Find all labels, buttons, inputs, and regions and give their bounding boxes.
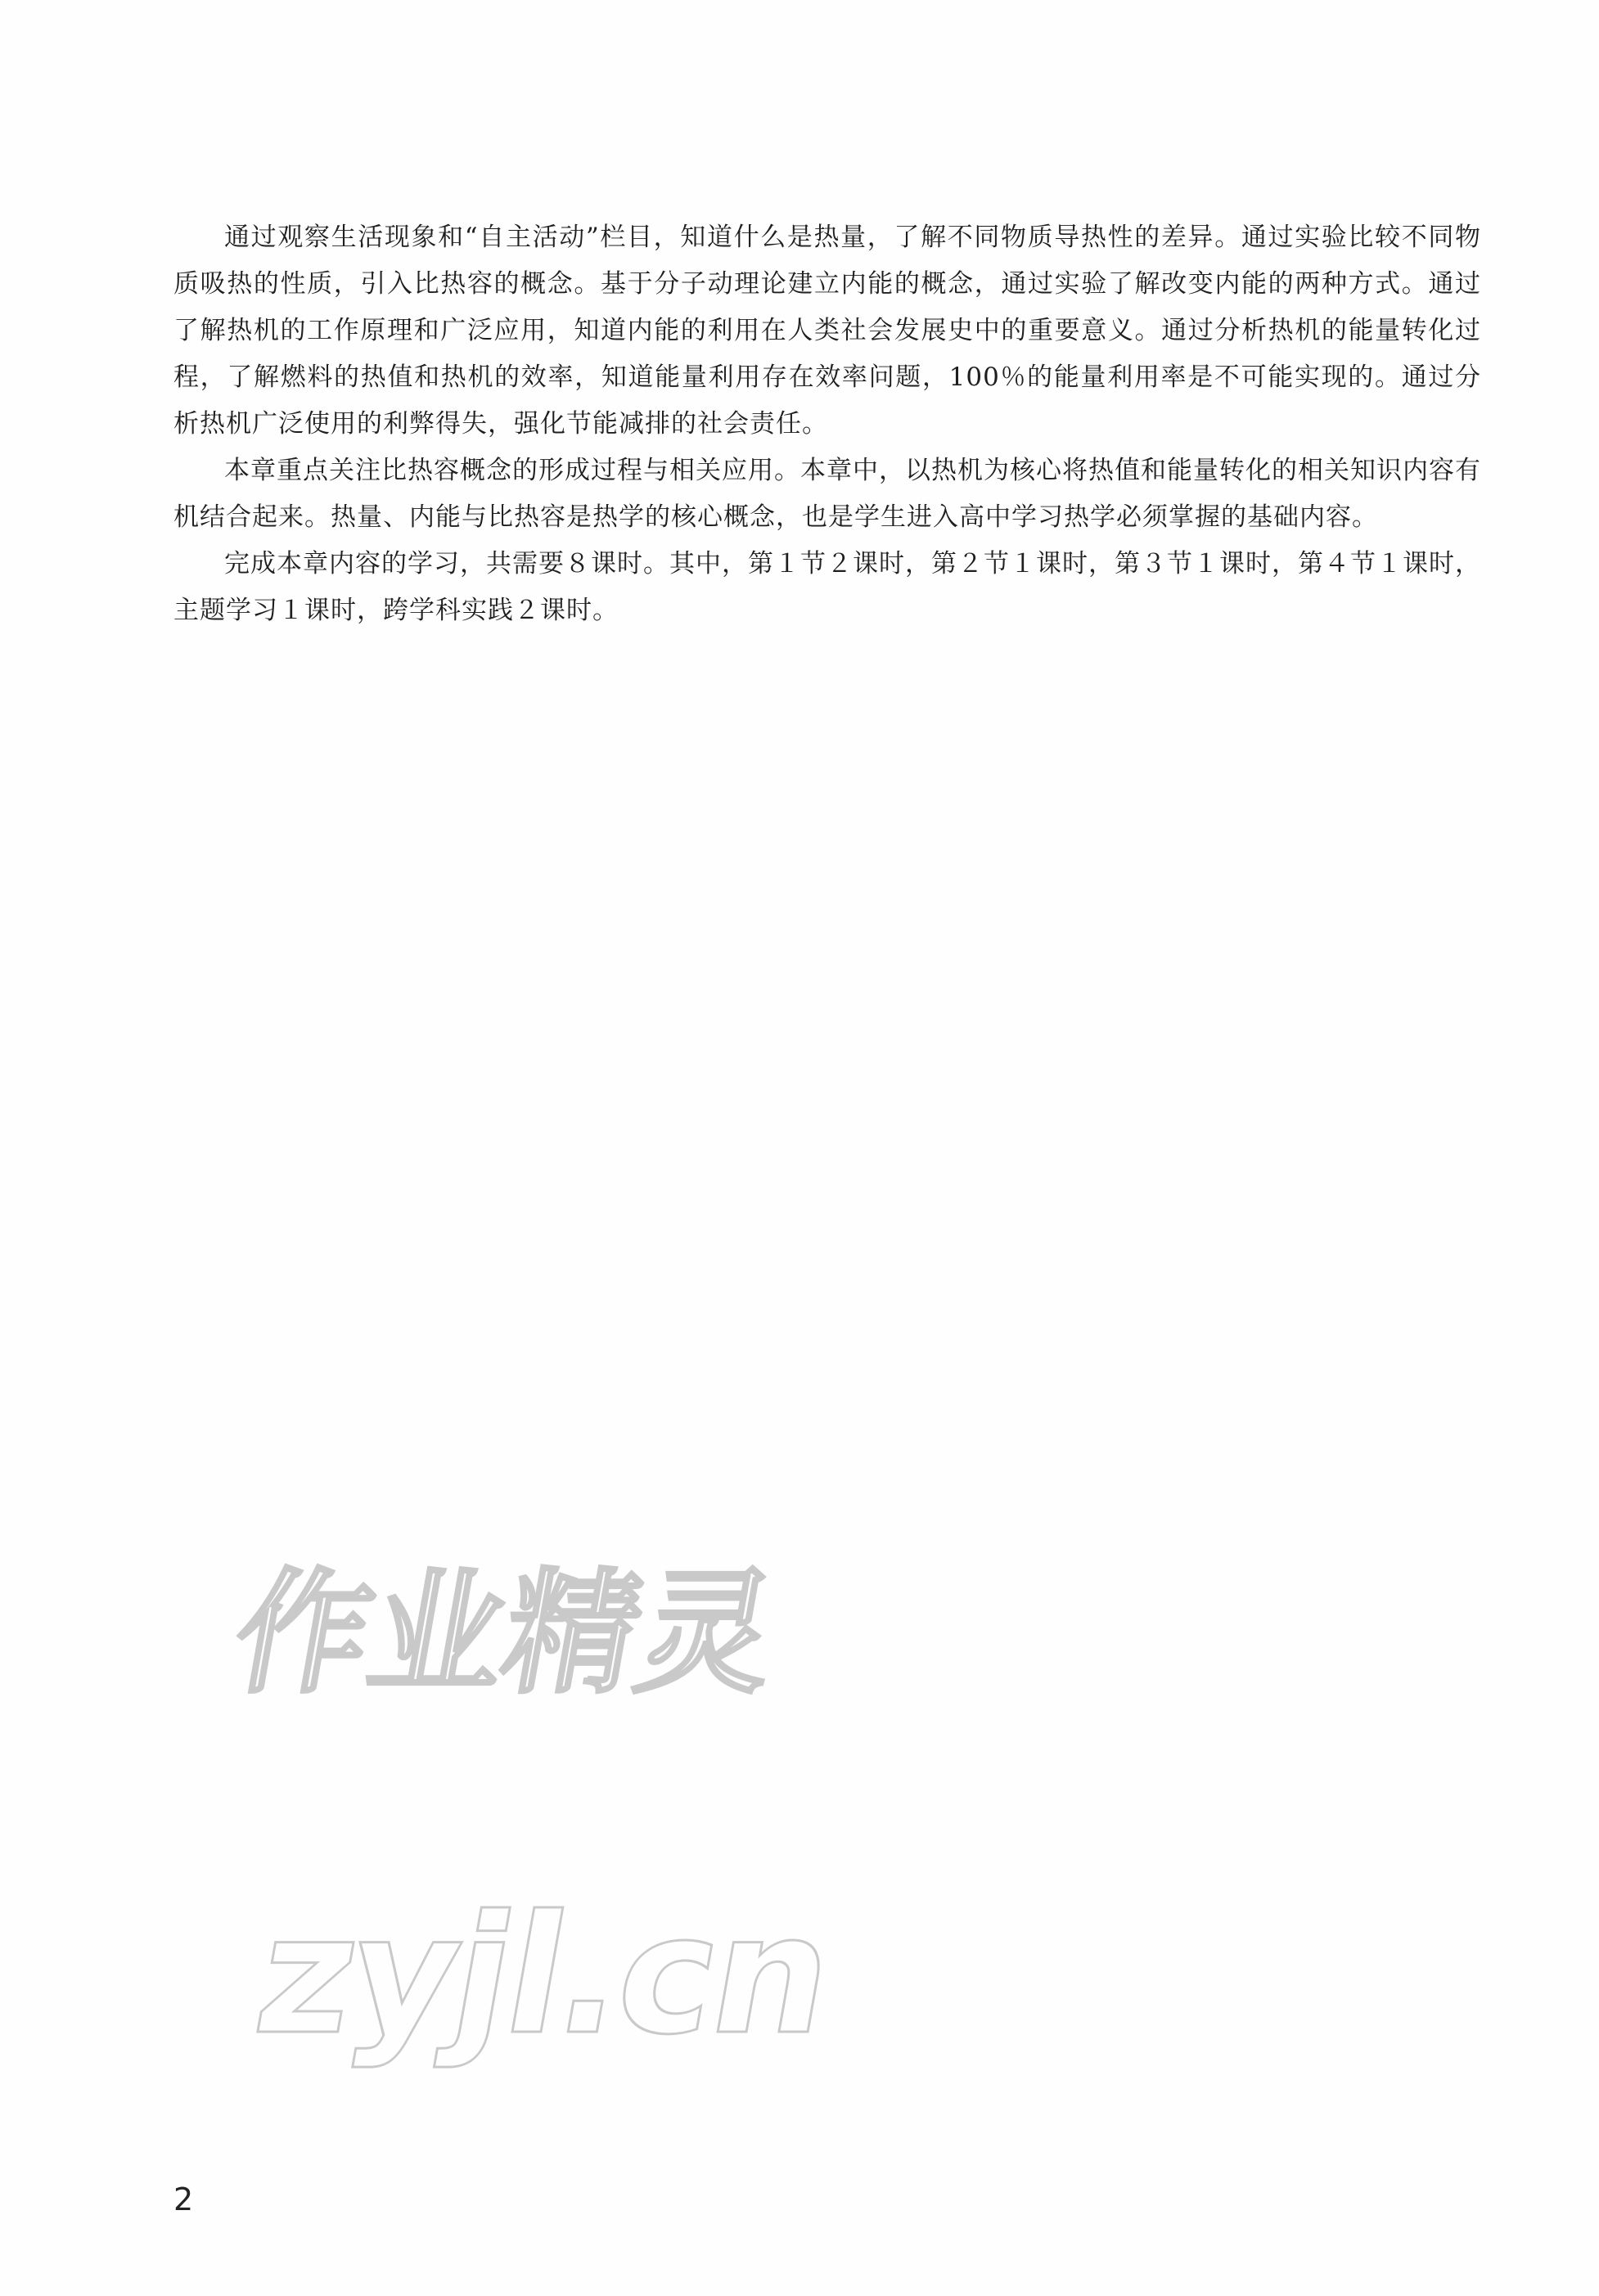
body-text [173,214,1481,634]
watermark-url: zyjl.cn [243,1880,845,2071]
watermark-chinese: 作业精灵 [223,1555,788,1712]
page-number: 2 [173,2181,194,2217]
paragraph-2: 本章重点关注比热容概念的形成过程与相关应用。本章中，以热机为核心将热值和能量转化的相关知识内容有机结合起来。热量、内能与比热容是热学的核心概念，也是学生进入高中学习热学必须掌握的基础内容。 [173,456,1481,532]
paragraph-1: 通过观察生活现象和“自主活动”栏目，知道什么是热量，了解不同物质导热性的差异。通过实验比较不同物质吸热的性质，引入比热容的概念。基于分子动理论建立内能的概念，通过实验了解改变内能的两种方式。通过了解热机的工作原理和广泛应用，知道内能的利用在人类社会发展史中的重要意义。通过分析热机的能量转化过程，了解燃料的热值和热机的效率，知道能量利用存在效率问题，100％的能量利用率是不可能实现的。通过分析热机广泛使用的利弊得失，强化节能减排的社会责任。 [173,223,1481,439]
paragraph-3: 完成本章内容的学习，共需要８课时。其中，第１节２课时，第２节１课时，第３节１课时，第４节１课时，主题学习１课时，跨学科实践２课时。 [173,549,1481,625]
